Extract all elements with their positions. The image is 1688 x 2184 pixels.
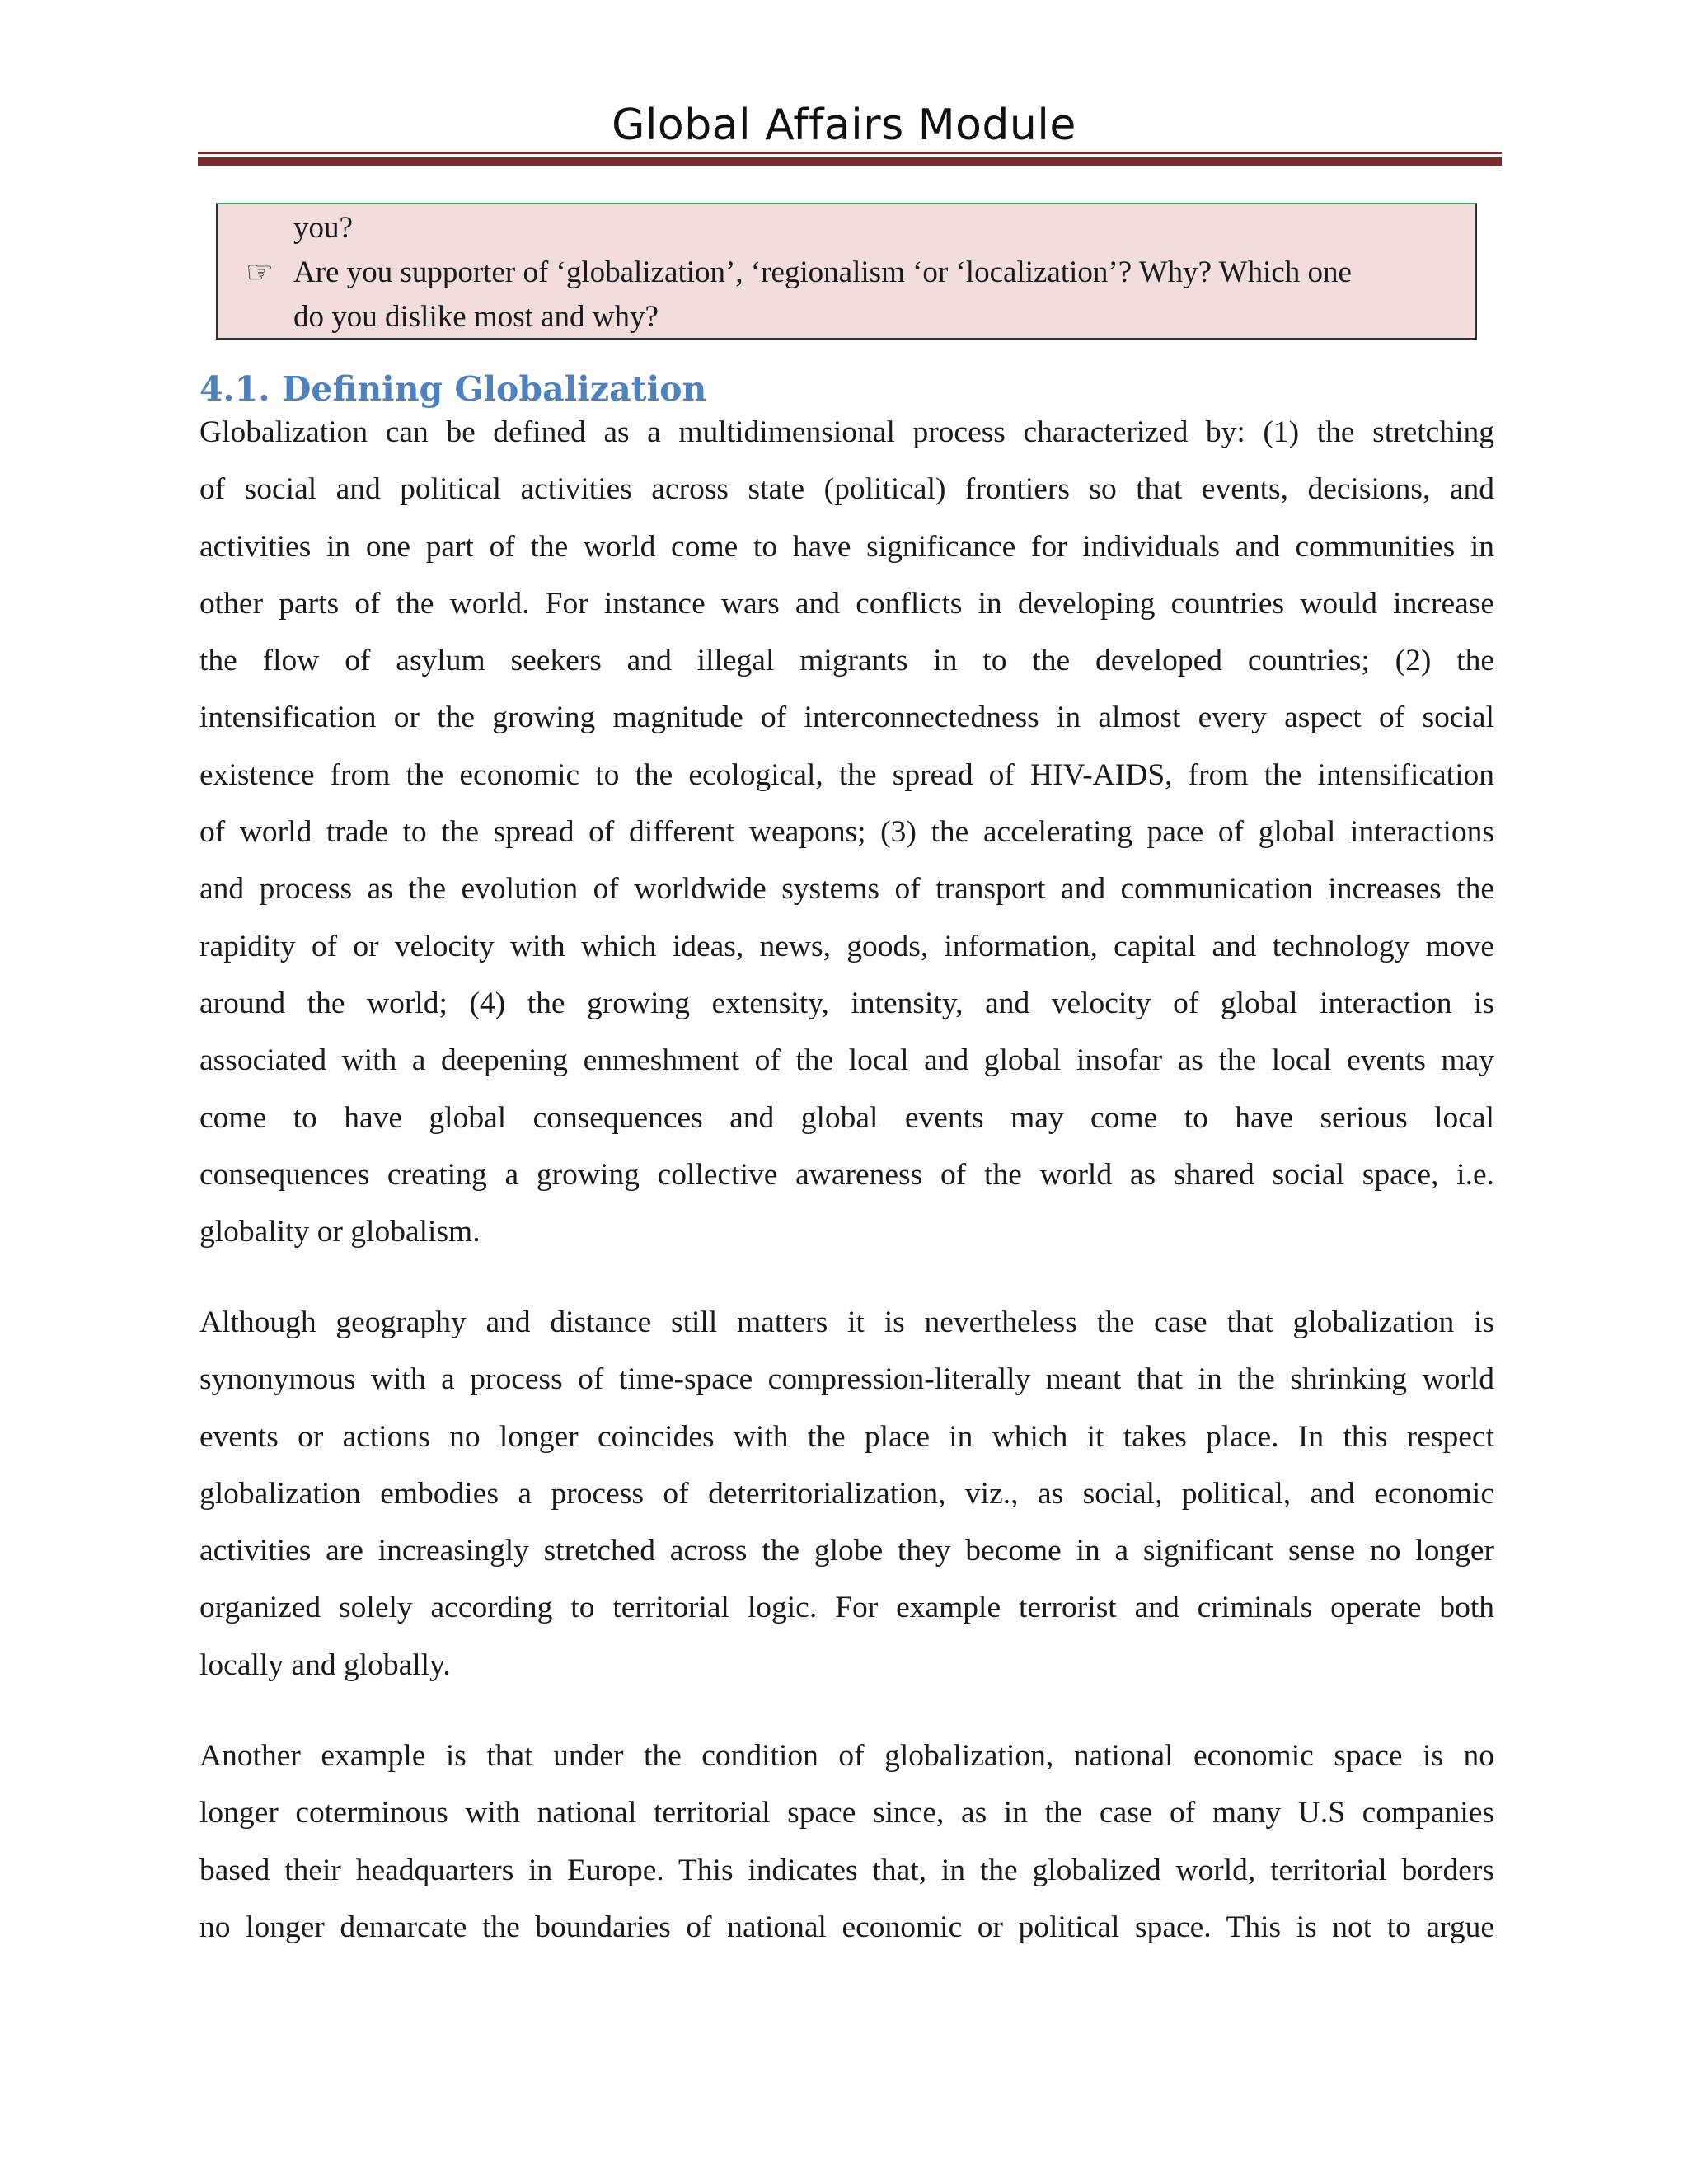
paragraph-line: globality or globalism. (199, 1215, 481, 1249)
page-header-title: Global Affairs Module (612, 101, 1076, 150)
paragraph-line: associated with a deepening enmeshment of the local and global insofar as the local events may (199, 1043, 1494, 1078)
paragraph-line: globalization embodies a process of deterritorialization, viz., as social, political, and economic (199, 1476, 1494, 1511)
paragraph-line: around the world; (4) the growing extensity, intensity, and velocity of global interaction is (199, 986, 1494, 1020)
paragraph-line: longer coterminous with national territorial space since, as in the case of many U.S companies (199, 1796, 1494, 1830)
paragraph-line: consequences creating a growing collective awareness of the world as shared social space, i.e. (199, 1157, 1494, 1192)
paragraph-line: and process as the evolution of worldwide systems of transport and communication increases the (199, 872, 1494, 907)
paragraph-line: Globalization can be defined as a multidimensional process characterized by: (1) the stretching (199, 415, 1494, 449)
question-line: Are you supporter of ‘globalization’, ‘regionalism ‘or ‘localization’? Why? Which one (293, 255, 1352, 289)
paragraph-line: based their headquarters in Europe. This indicates that, in the globalized world, territorial borders (199, 1853, 1494, 1887)
header-rule-thin (198, 152, 1502, 154)
question-line: do you dislike most and why? (293, 300, 659, 334)
paragraph-line: activities are increasingly stretched across the globe they become in a significant sense no longer (199, 1534, 1494, 1568)
paragraph-line: intensification or the growing magnitude of interconnectedness in almost every aspect of social (199, 701, 1494, 735)
paragraph-line: no longer demarcate the boundaries of national economic or political space. This is not to argue (199, 1910, 1494, 1944)
paragraph-line: come to have global consequences and global events may come to have serious local (199, 1100, 1494, 1135)
pointing-hand-icon: ☞ (246, 255, 274, 290)
paragraph-line: other parts of the world. For instance wars and conflicts in developing countries would increase (199, 586, 1494, 621)
paragraph-defining-globalization (199, 404, 1494, 1260)
paragraph-line: rapidity of or velocity with which ideas, news, goods, information, capital and technology move (199, 929, 1494, 963)
paragraph-line: of social and political activities across state (political) frontiers so that events, decisions, and (199, 472, 1494, 507)
paragraph-line: the flow of asylum seekers and illegal migrants in to the developed countries; (2) the (199, 644, 1494, 678)
paragraph-line: organized solely according to territorial logic. For example terrorist and criminals operate both (199, 1591, 1494, 1625)
section-heading: 4.1. Defining Globalization (199, 369, 707, 409)
paragraph-line: locally and globally. (199, 1647, 451, 1682)
paragraph-line: existence from the economic to the ecological, the spread of HIV-AIDS, from the intensification (199, 757, 1494, 792)
paragraph-line: events or actions no longer coincides with the place in which it takes place. In this respect (199, 1419, 1494, 1454)
header-rule-thick (198, 157, 1502, 166)
paragraph-line: Another example is that under the condition of globalization, national economic space is no (199, 1739, 1494, 1773)
question-line: you? (293, 211, 353, 245)
question-box (216, 203, 1477, 340)
paragraph-line: synonymous with a process of time-space compression-literally meant that in the shrinking world (199, 1362, 1494, 1397)
paragraph-line: of world trade to the spread of different weapons; (3) the accelerating pace of global interactions (199, 815, 1494, 850)
paragraph-time-space-compression (199, 1294, 1494, 1694)
paragraph-national-economic-space (199, 1727, 1494, 1956)
paragraph-line: activities in one part of the world come to have significance for individuals and communities in (199, 529, 1494, 564)
paragraph-line: Although geography and distance still matters it is nevertheless the case that globalization is (199, 1305, 1494, 1339)
